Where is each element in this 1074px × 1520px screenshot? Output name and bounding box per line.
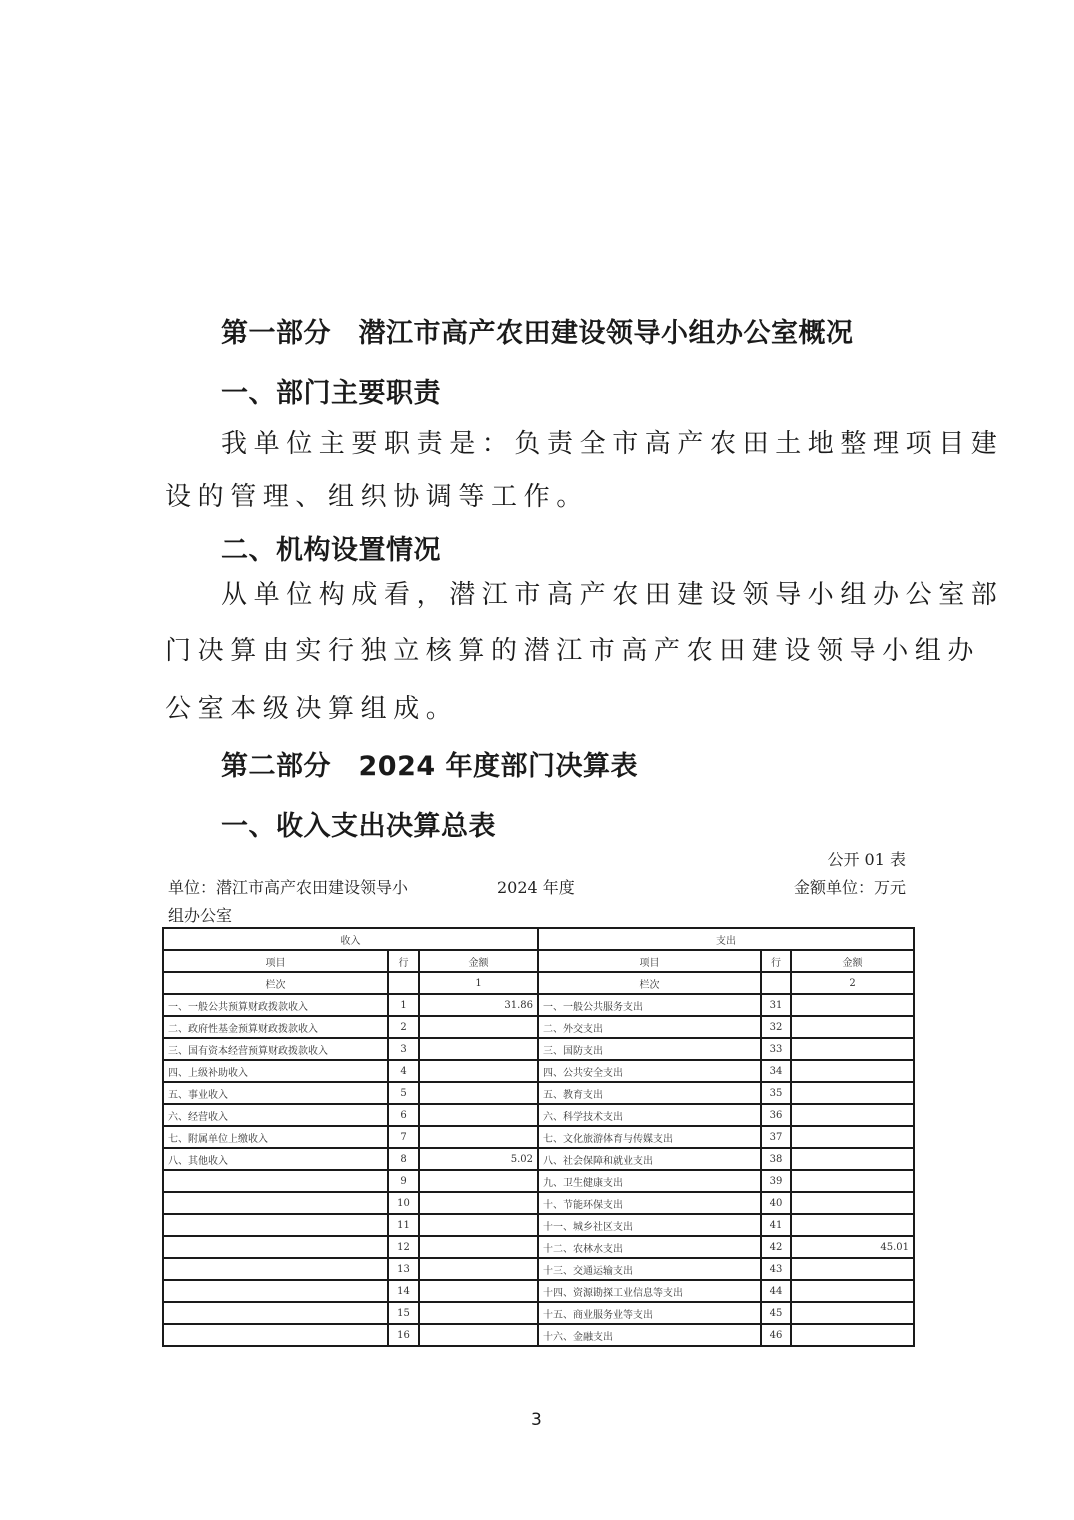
- expense-item: 十三、交通运输支出: [538, 1258, 761, 1280]
- expense-row-number: 46: [761, 1324, 791, 1346]
- expense-item: 四、公共安全支出: [538, 1060, 761, 1082]
- income-item: 六、经营收入: [163, 1104, 388, 1126]
- expense-item: 十、节能环保支出: [538, 1192, 761, 1214]
- expense-amount: [791, 1324, 914, 1346]
- expense-row-number: 36: [761, 1104, 791, 1126]
- table-row: [163, 1104, 914, 1126]
- table-row: [163, 1082, 914, 1104]
- amount-unit: 金额单位：万元: [793, 878, 906, 897]
- income-amount: [419, 1060, 538, 1082]
- income-row-number: 12: [388, 1236, 419, 1258]
- income-row-number: 1: [388, 994, 419, 1016]
- section2-paragraph-line1: 从单位构成看，潜江市高产农田建设领导小组办公室部: [221, 580, 1004, 610]
- expense-header: 支出: [538, 928, 914, 950]
- expense-row-number: 40: [761, 1192, 791, 1214]
- expense-row-number: 33: [761, 1038, 791, 1060]
- expense-amount: [791, 1148, 914, 1170]
- income-amount: [419, 1016, 538, 1038]
- section2-paragraph-line2: 门决算由实行独立核算的潜江市高产农田建设领导小组办: [165, 636, 981, 666]
- income-row-number: 14: [388, 1280, 419, 1302]
- expense-item: 九、卫生健康支出: [538, 1170, 761, 1192]
- expense-row-number: 44: [761, 1280, 791, 1302]
- income-amount: [419, 1280, 538, 1302]
- expense-amount: [791, 1060, 914, 1082]
- income-row-number: 6: [388, 1104, 419, 1126]
- table-header-row-index: [163, 972, 914, 994]
- table-row: [163, 1280, 914, 1302]
- expense-row-number: 38: [761, 1148, 791, 1170]
- income-amount: 31.86: [419, 994, 538, 1016]
- income-amount: [419, 1170, 538, 1192]
- income-amount: [419, 1236, 538, 1258]
- expense-row-number: 42: [761, 1236, 791, 1258]
- income-row-number: 5: [388, 1082, 419, 1104]
- income-row-number: 7: [388, 1126, 419, 1148]
- expense-amount-header: 金额: [791, 950, 914, 972]
- unit-name-line2: 组办公室: [168, 906, 233, 925]
- table-row: [163, 1038, 914, 1060]
- income-item: [163, 1324, 388, 1346]
- table-row: [163, 1258, 914, 1280]
- income-amount: [419, 1324, 538, 1346]
- part1-title: 第一部分 潜江市高产农田建设领导小组办公室概况: [221, 318, 854, 349]
- section1-paragraph-line2: 设的管理、组织协调等工作。: [165, 482, 589, 512]
- income-amount: [419, 1126, 538, 1148]
- expense-amount: [791, 1170, 914, 1192]
- expense-item: 六、科学技术支出: [538, 1104, 761, 1126]
- expense-row-number: 41: [761, 1214, 791, 1236]
- expense-item: 十六、金融支出: [538, 1324, 761, 1346]
- expense-row-number: 31: [761, 994, 791, 1016]
- expense-amount: [791, 1016, 914, 1038]
- expense-amount: [791, 1214, 914, 1236]
- income-item: [163, 1170, 388, 1192]
- income-row-number: 9: [388, 1170, 419, 1192]
- table-row: [163, 1324, 914, 1346]
- expense-item: 十二、农林水支出: [538, 1236, 761, 1258]
- expense-row-number: 34: [761, 1060, 791, 1082]
- income-item: 八、其他收入: [163, 1148, 388, 1170]
- income-item-header: 项目: [163, 950, 388, 972]
- income-amount: 5.02: [419, 1148, 538, 1170]
- expense-row-number: 37: [761, 1126, 791, 1148]
- income-item: 一、一般公共预算财政拨款收入: [163, 994, 388, 1016]
- expense-row-number: 43: [761, 1258, 791, 1280]
- expense-amount: [791, 1038, 914, 1060]
- income-item: 三、国有资本经营预算财政拨款收入: [163, 1038, 388, 1060]
- expense-index-row-blank: [761, 972, 791, 994]
- expense-amount: [791, 1192, 914, 1214]
- income-amount: [419, 1258, 538, 1280]
- page-number: 3: [531, 1410, 542, 1430]
- table-row: [163, 1170, 914, 1192]
- income-amount: [419, 1302, 538, 1324]
- income-header: 收入: [163, 928, 538, 950]
- expense-row-header: 行: [761, 950, 791, 972]
- expense-amount: [791, 1280, 914, 1302]
- income-row-number: 15: [388, 1302, 419, 1324]
- table-row: [163, 1214, 914, 1236]
- expense-row-number: 39: [761, 1170, 791, 1192]
- income-amount: [419, 1214, 538, 1236]
- expense-item: 八、社会保障和就业支出: [538, 1148, 761, 1170]
- expense-amount: [791, 1082, 914, 1104]
- income-amount: [419, 1104, 538, 1126]
- table-row: [163, 1302, 914, 1324]
- expense-item: 十四、资源勘探工业信息等支出: [538, 1280, 761, 1302]
- expense-row-number: 45: [761, 1302, 791, 1324]
- expense-amount: [791, 1126, 914, 1148]
- expense-item-header: 项目: [538, 950, 761, 972]
- section2-heading: 二、机构设置情况: [221, 535, 441, 566]
- section1-heading: 一、部门主要职责: [221, 378, 441, 409]
- income-item: 七、附属单位上缴收入: [163, 1126, 388, 1148]
- section2-paragraph-line3: 公室本级决算组成。: [165, 694, 459, 724]
- expense-item: 一、一般公共服务支出: [538, 994, 761, 1016]
- part2-title: 第二部分 2024 年度部门决算表: [221, 751, 639, 782]
- form-number: 公开 01 表: [827, 850, 906, 869]
- table-header-row-group: [163, 928, 914, 950]
- income-amount: [419, 1192, 538, 1214]
- expense-column-number: 2: [791, 972, 914, 994]
- section1-paragraph-line1: 我单位主要职责是：负责全市高产农田土地整理项目建: [221, 429, 1004, 459]
- expense-amount: 45.01: [791, 1236, 914, 1258]
- table-row: [163, 1192, 914, 1214]
- table-row: [163, 1126, 914, 1148]
- expense-index-label: 栏次: [538, 972, 761, 994]
- table-row: [163, 1060, 914, 1082]
- expense-amount: [791, 1302, 914, 1324]
- income-row-number: 3: [388, 1038, 419, 1060]
- income-row-number: 4: [388, 1060, 419, 1082]
- income-expense-summary-table: [162, 927, 915, 1347]
- income-item: [163, 1280, 388, 1302]
- income-row-number: 11: [388, 1214, 419, 1236]
- expense-item: 十五、商业服务业等支出: [538, 1302, 761, 1324]
- income-column-number: 1: [419, 972, 538, 994]
- table-row: [163, 1016, 914, 1038]
- income-item: 二、政府性基金预算财政拨款收入: [163, 1016, 388, 1038]
- income-item: 四、上级补助收入: [163, 1060, 388, 1082]
- income-amount-header: 金额: [419, 950, 538, 972]
- report-year: 2024 年度: [497, 878, 575, 897]
- income-item: 五、事业收入: [163, 1082, 388, 1104]
- table-section-heading: 一、收入支出决算总表: [221, 811, 496, 842]
- expense-item: 三、国防支出: [538, 1038, 761, 1060]
- expense-item: 十一、城乡社区支出: [538, 1214, 761, 1236]
- income-item: [163, 1214, 388, 1236]
- income-item: [163, 1236, 388, 1258]
- income-index-row-blank: [388, 972, 419, 994]
- expense-amount: [791, 994, 914, 1016]
- income-row-number: 10: [388, 1192, 419, 1214]
- income-amount: [419, 1038, 538, 1060]
- income-amount: [419, 1082, 538, 1104]
- expense-amount: [791, 1104, 914, 1126]
- income-row-number: 2: [388, 1016, 419, 1038]
- income-row-number: 13: [388, 1258, 419, 1280]
- income-item: [163, 1302, 388, 1324]
- expense-row-number: 32: [761, 1016, 791, 1038]
- income-index-label: 栏次: [163, 972, 388, 994]
- expense-item: 七、文化旅游体育与传媒支出: [538, 1126, 761, 1148]
- expense-row-number: 35: [761, 1082, 791, 1104]
- unit-name-line1: 单位：潜江市高产农田建设领导小: [168, 878, 409, 897]
- table-header-row-columns: [163, 950, 914, 972]
- expense-item: 二、外交支出: [538, 1016, 761, 1038]
- expense-amount: [791, 1258, 914, 1280]
- income-row-number: 8: [388, 1148, 419, 1170]
- income-row-number: 16: [388, 1324, 419, 1346]
- income-row-header: 行: [388, 950, 419, 972]
- income-item: [163, 1192, 388, 1214]
- income-item: [163, 1258, 388, 1280]
- table-row: [163, 1236, 914, 1258]
- expense-item: 五、教育支出: [538, 1082, 761, 1104]
- table-row: [163, 1148, 914, 1170]
- table-row: [163, 994, 914, 1016]
